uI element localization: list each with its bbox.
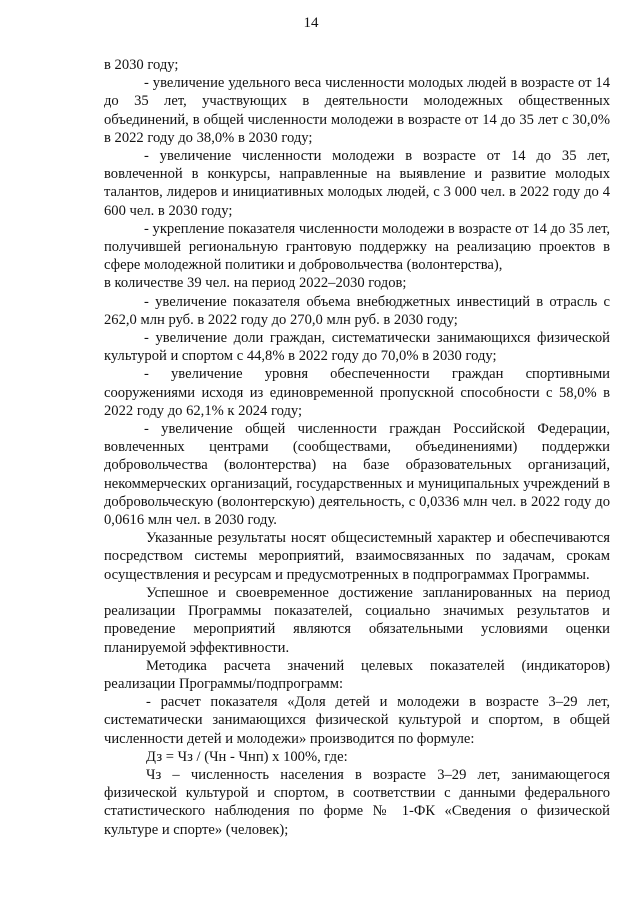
paragraph: - увеличение доли граждан, систематически занимающихся физической культурой и спортом с 44,8% в 2022 году до 70,0% в 2030 году; — [104, 330, 610, 365]
paragraph: - расчет показателя «Доля детей и молодежи в возрасте 3–29 лет, систематически занимающихся физической культурой и спортом, в общей численности детей и молодежи» производится по формуле: — [104, 694, 610, 747]
paragraph: - увеличение общей численности граждан Российской Федерации, вовлеченных центрами (сообществами, объединениями) поддержки добровольчества (волонтерства) на базе образовательных организаций, некоммерческих организаций, государственных и муниципальных учреждений в добровольческую (волонтерскую) деятельность, с 0,0336 млн чел. в 2022 году до 0,0616 млн чел. в 2030 году. — [104, 421, 610, 529]
page-body — [104, 56, 610, 839]
paragraph: Успешное и своевременное достижение запланированных на период реализации Программы показателей, социально значимых результатов и проведение мероприятий являются обязательными условиями оценки планируемой эффективности. — [104, 584, 610, 656]
paragraph: Методика расчета значений целевых показателей (индикаторов) реализации Программы/подпрограмм: — [104, 657, 610, 692]
paragraph: Указанные результаты носят общесистемный характер и обеспечиваются посредством системы мероприятий, взаимосвязанных по задачам, срокам осуществления и ресурсам и предусмотренных в подпрограммах Программы. — [104, 530, 610, 583]
paragraph: - увеличение уровня обеспеченности граждан спортивными сооружениями исходя из единовременной пропускной способности с 58,0% в 2022 году до 62,1% к 2024 году; — [104, 366, 610, 419]
paragraph: - укрепление показателя численности молодежи в возрасте от 14 до 35 лет, получившей региональную грантовую поддержку на реализацию проектов в сфере молодежной политики и добровольчества (волонтерства), — [104, 220, 610, 274]
paragraph: - увеличение показателя объема внебюджетных инвестиций в отрасль с 262,0 млн руб. в 2022 году до 270,0 млн руб. в 2030 году; — [104, 293, 610, 328]
paragraph: Чз – численность населения в возрасте 3–29 лет, занимающегося физической культурой и спортом, в соответствии с данными федерального статистического наблюдения по форме № 1-ФК «Сведения о физической культуре и спорте» (человек); — [104, 766, 610, 838]
formula: Дз = Чз / (Чн - Чнп) х 100%, где: — [146, 748, 348, 765]
paragraph: - увеличение удельного веса численности молодых людей в возрасте от 14 до 35 лет, участвующих в деятельности молодежных общественных объединений, в общей численности молодежи в возрасте от 14 до 35 лет с 30,0% в 2022 году до 38,0% в 2030 году; — [104, 75, 610, 146]
paragraph: в 2030 году; — [104, 57, 179, 73]
paragraph: в количестве 39 чел. на период 2022–2030 годов; — [104, 275, 407, 292]
page-number: 14 — [303, 15, 319, 31]
paragraph: - увеличение численности молодежи в возрасте от 14 до 35 лет, вовлеченной в конкурсы, направленные на выявление и развитие молодых талантов, лидеров и инициативных молодых людей, с 3 000 чел. в 2022 году до 4 600 чел. в 2030 году; — [104, 148, 610, 219]
